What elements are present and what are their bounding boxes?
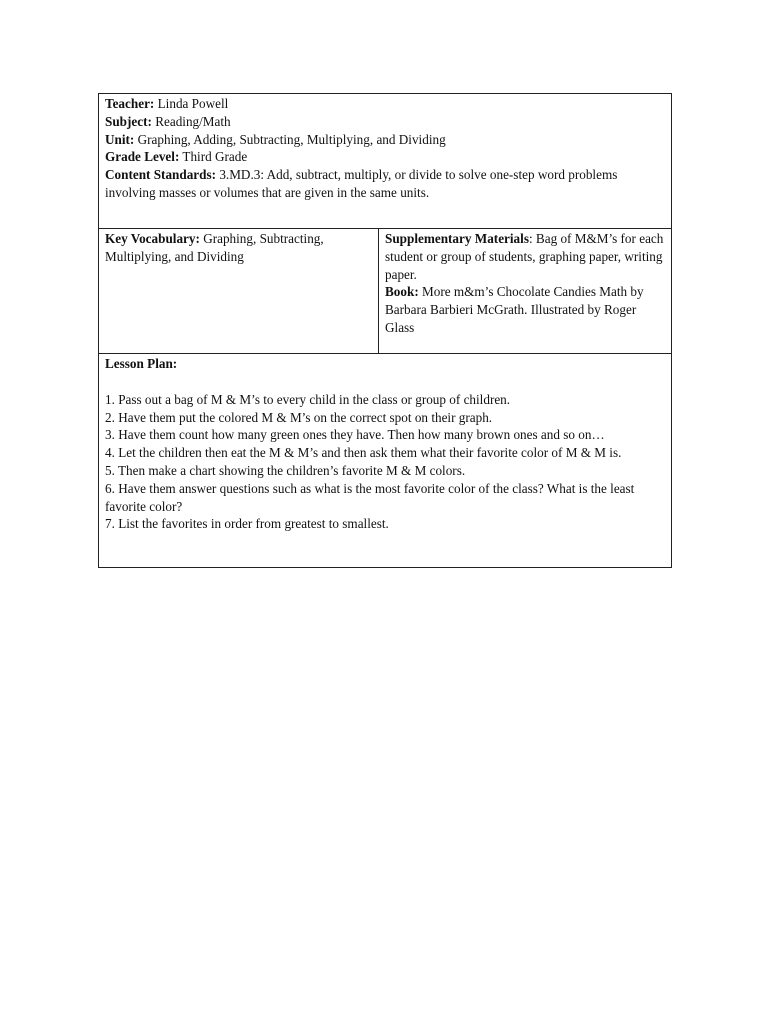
teacher-label: Teacher: (105, 96, 155, 111)
subject-value: Reading/Math (155, 113, 231, 129)
grade-value: Third Grade (182, 149, 248, 165)
vocabulary-cell (99, 229, 379, 354)
lesson-step: 2. Have them put the colored M & M’s on the correct spot on their graph. (105, 409, 493, 425)
spacer (105, 373, 665, 391)
unit-line (105, 131, 665, 149)
subject-line (105, 113, 665, 131)
standards-line (105, 166, 665, 202)
vocabulary-value: Graphing, Subtracting, Multiplying, and Dividing (105, 231, 324, 264)
materials-cell (379, 229, 672, 354)
lesson-steps-list (105, 391, 665, 533)
subject-label: Subject: (105, 113, 152, 129)
lesson-step: 1. Pass out a bag of M & M’s to every child in the class or group of children. (105, 391, 511, 407)
teacher-line (105, 95, 665, 113)
grade-line (105, 148, 665, 166)
materials-line (385, 230, 665, 283)
materials-value: : Bag of M&M’s for each student or group of students, graphing paper, writing paper. (385, 231, 664, 282)
lesson-step: 4. Let the children then eat the M & M’s and then ask them what their favorite color of M & M is. (105, 445, 622, 461)
header-cell (99, 94, 672, 229)
standards-label: Content Standards: (105, 167, 217, 183)
lesson-step: 5. Then make a chart showing the children’s favorite M & M colors. (105, 462, 466, 478)
book-label: Book: (385, 284, 419, 300)
vocabulary-label: Key Vocabulary: (105, 231, 200, 246)
lesson-step: 7. List the favorites in order from greatest to smallest. (105, 516, 389, 532)
lesson-plan-cell (99, 354, 672, 568)
book-value: More m&m’s Chocolate Candies Math by Barbara Barbieri McGrath. Illustrated by Roger Glass (385, 284, 644, 335)
grade-label: Grade Level: (105, 149, 180, 165)
book-line (385, 283, 665, 336)
teacher-value: Linda Powell (157, 96, 229, 111)
lesson-step: 3. Have them count how many green ones they have. Then how many brown ones and so on… (105, 427, 605, 443)
lesson-plan-label: Lesson Plan: (105, 356, 178, 371)
lesson-step: 6. Have them answer questions such as what is the most favorite color of the class? What is the least favorite color? (105, 480, 635, 514)
materials-label: Supplementary Materials (385, 231, 529, 246)
lesson-plan-table (98, 93, 672, 568)
standards-value: 3.MD.3: Add, subtract, multiply, or divide to solve one-step word problems involving masses or volumes that are given in the same units. (105, 167, 618, 200)
unit-label: Unit: (105, 131, 135, 147)
unit-value: Graphing, Adding, Subtracting, Multiplying, and Dividing (137, 131, 446, 147)
